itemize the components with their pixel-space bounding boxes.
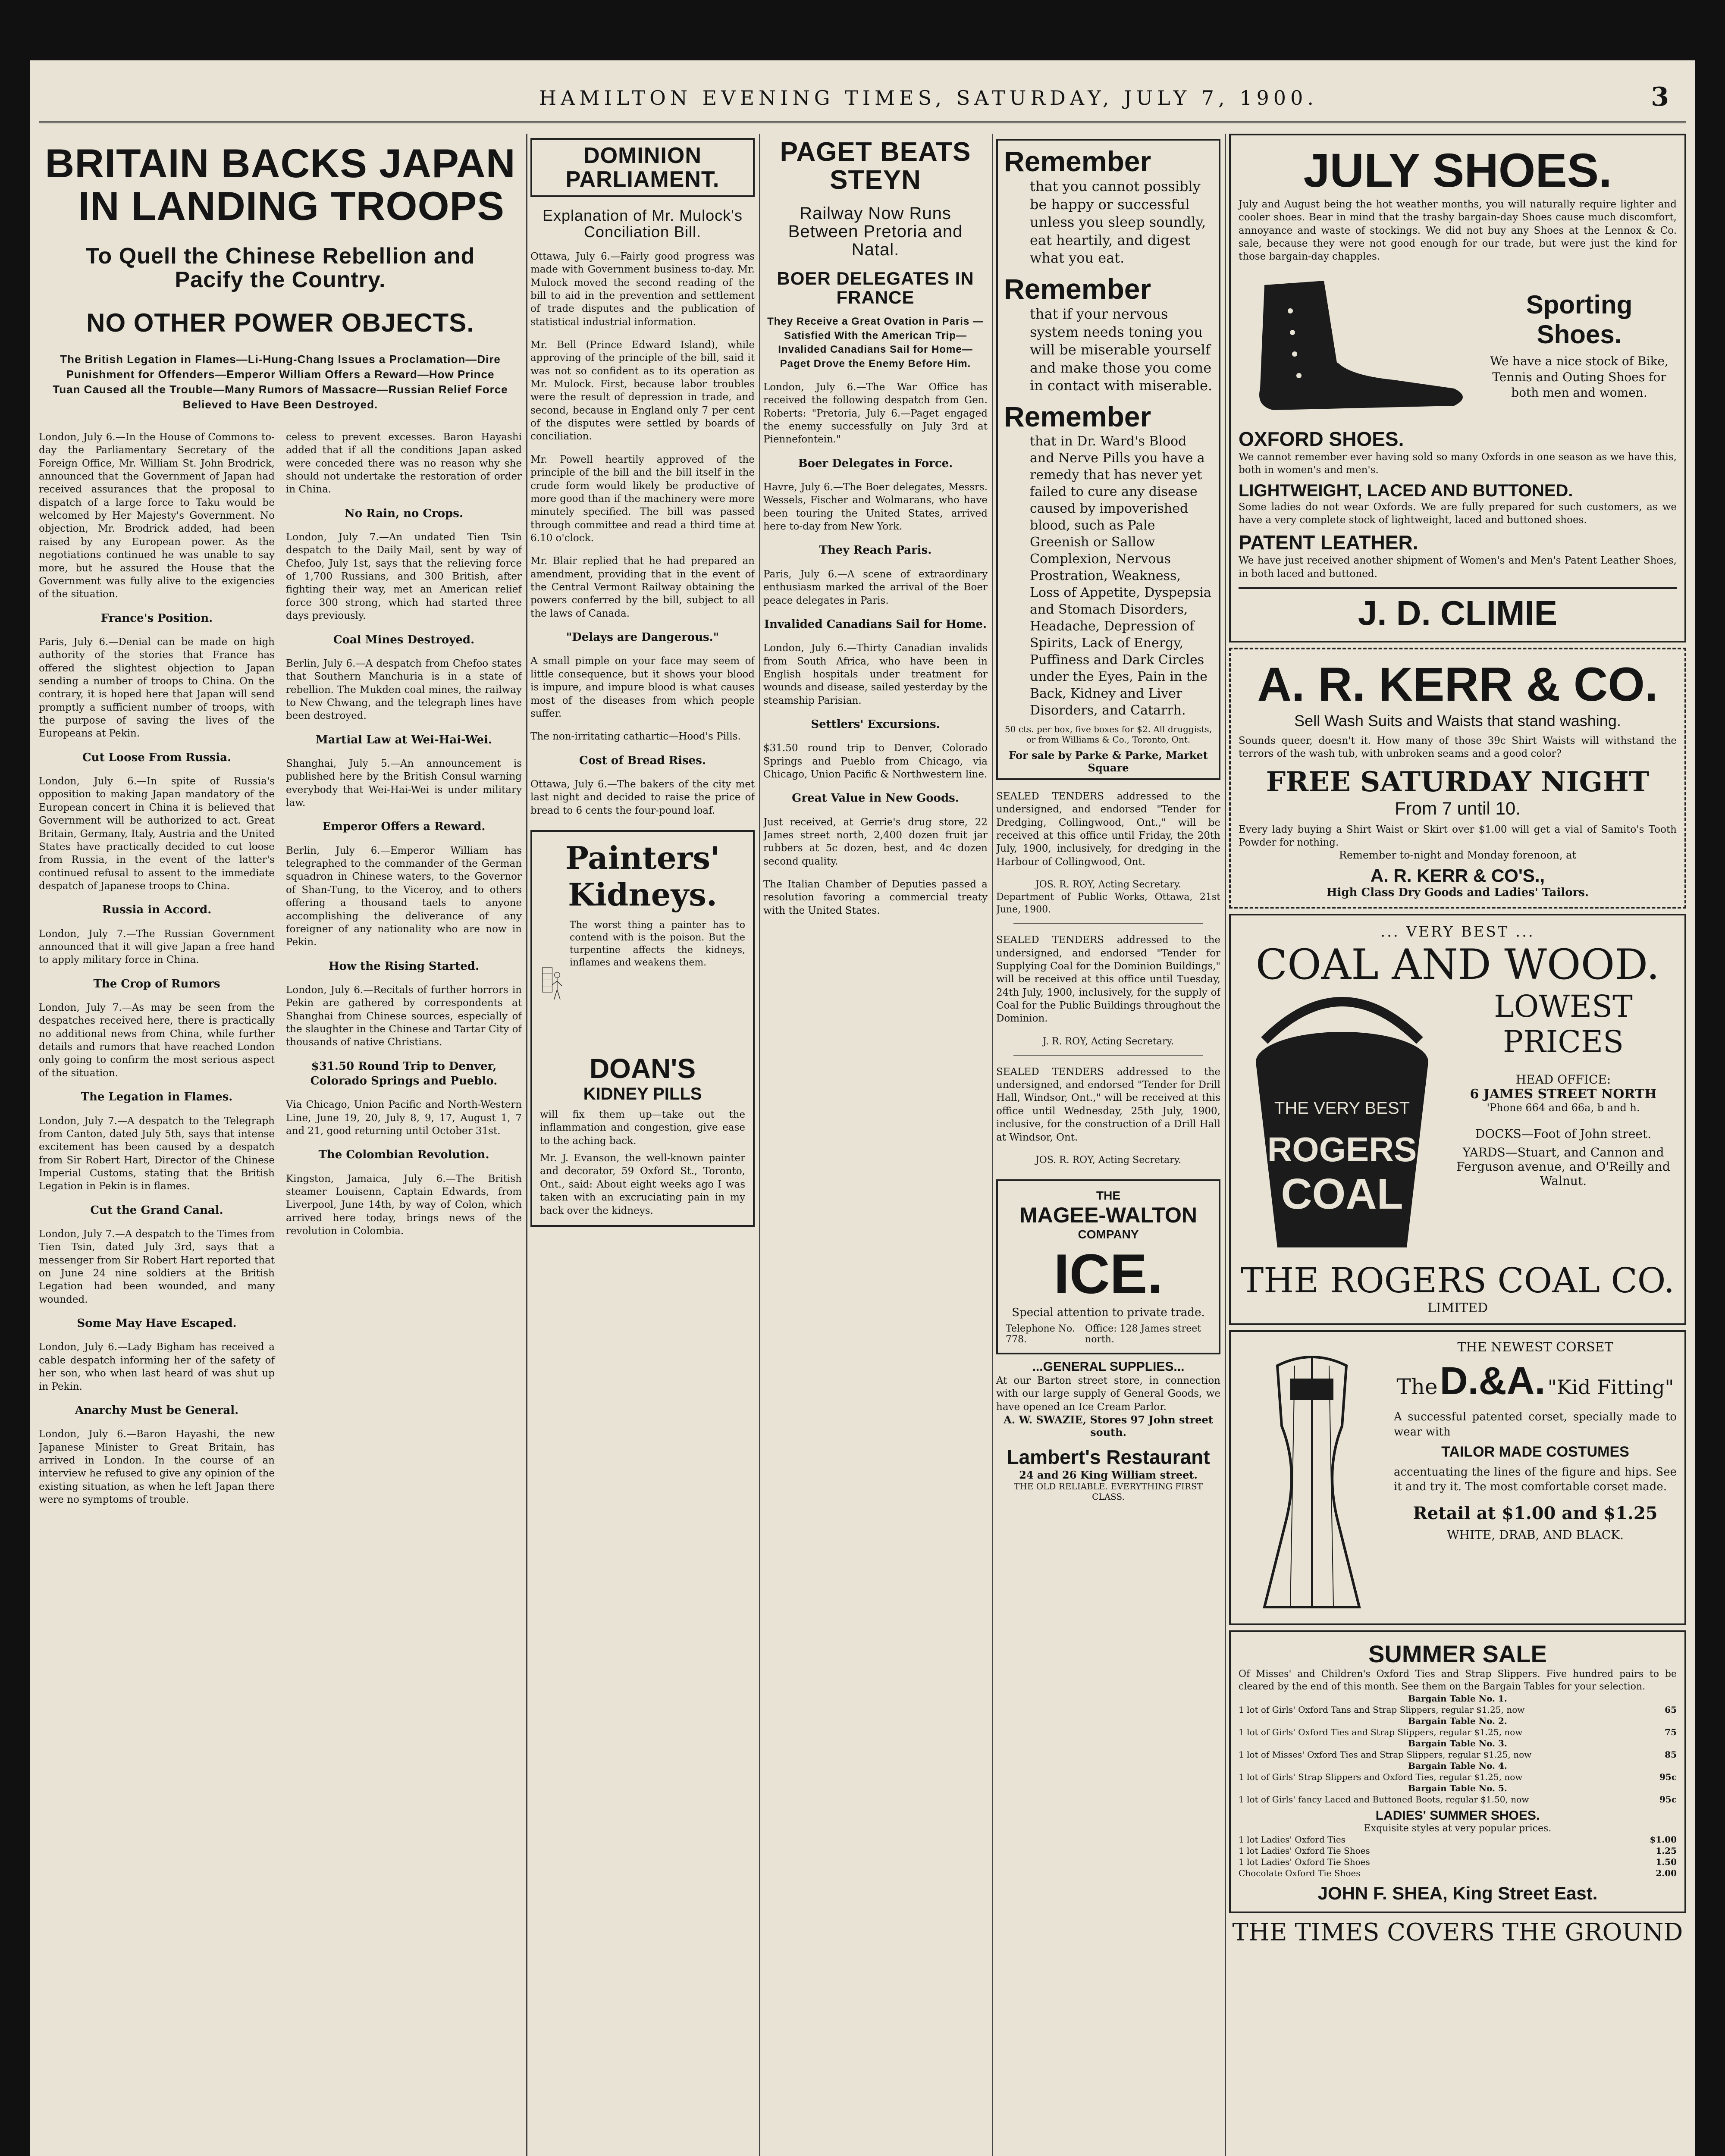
ad-price: 50 cts. per box, five boxes for $2. All druggists, or from Williams & Co., Toronto, Ont. xyxy=(1004,724,1212,745)
corset-icon xyxy=(1239,1340,1385,1616)
ad-text: THE OLD RELIABLE. EVERYTHING FIRST CLASS. xyxy=(1013,1481,1203,1502)
ad-title: Painters' Kidneys. xyxy=(565,839,720,913)
paragraph: London, July 7.—An undated Tien Tsin despatch to the Daily Mail, sent by way of Chefoo, July 1st, says that the relieving force of 1,700 Russians, and 300 British, after fighting their way, met an American relief force 300 strong, which had started three days previously. xyxy=(286,532,522,622)
section-heading: France's Position. xyxy=(100,611,213,625)
section-heading: They Reach Paris. xyxy=(819,544,932,557)
ad-text: Sounds queer, doesn't it. How many of those 39c Shirt Waists will withstand the terrors of the wash tub, with unbroken seams and a good color? xyxy=(1239,735,1677,760)
sale-item-price: 1.25 xyxy=(1656,1846,1677,1856)
paragraph: SEALED TENDERS addressed to the undersigned, and endorsed "Tender for Drill Hall, Windsor, Ont.," will be received at this office until Wednesday, 25th July, 1900, inclusive, for the construction of a Drill Hall at Windsor, Ont. xyxy=(996,1066,1220,1143)
tender-notice xyxy=(996,1065,1220,1166)
da-corset-ad xyxy=(1229,1330,1686,1625)
ad-highlight: FREE SATURDAY NIGHT xyxy=(1266,765,1650,798)
ad-subtitle: PATENT LEATHER. xyxy=(1239,531,1418,554)
headline: BRITAIN BACKS JAPAN xyxy=(45,141,516,186)
sale-item-price: $1.00 xyxy=(1650,1834,1677,1845)
ad-text: Mr. J. Evanson, the well-known painter and decorator, 59 Oxford St., Toronto, Ont., said: About eight weeks ago I was taken with an excruciating pain in my back over the kidneys. xyxy=(540,1153,745,1216)
column-rule xyxy=(1225,134,1226,2156)
signer: JOS. R. ROY, Acting Secretary. xyxy=(1035,879,1182,890)
ad-title: A. R. KERR & CO. xyxy=(1257,658,1658,711)
section-heading: The Colombian Revolution. xyxy=(318,1148,489,1162)
paragraph: Shanghai, July 5.—An announcement is published here by the British Consul warning everybody that Wei-Hai-Wei is under military law. xyxy=(286,758,522,809)
section-heading: Great Value in New Goods. xyxy=(792,792,959,805)
sale-item-label: 1 lot Ladies' Oxford Tie Shoes xyxy=(1239,1857,1370,1868)
section-heading: Cut Loose From Russia. xyxy=(82,751,232,764)
ad-price: Retail at $1.00 and $1.25 xyxy=(1413,1503,1658,1523)
paragraph: Berlin, July 6.—Emperor William has telegraphed to the commander of the German squadron in Chinese waters, to the Governor of Shan-Tung, to the Viceroy, and to others offering a thousand taels to anyone accomplishing the deliverance of any foreigner of any nationality who are now in Pekin. xyxy=(286,845,522,948)
advertiser-name: THE ROGERS COAL CO. xyxy=(1240,1260,1675,1301)
section-heading: The Legation in Flames. xyxy=(81,1091,233,1104)
sale-item xyxy=(1239,1738,1677,1749)
headline: DOMINION PARLIAMENT. xyxy=(530,138,755,197)
advertiser-name: J. D. CLIMIE xyxy=(1239,587,1677,633)
ad-subtitle: LIGHTWEIGHT, LACED AND BUTTONED. xyxy=(1239,481,1573,500)
section-heading: Some May Have Escaped. xyxy=(77,1317,237,1330)
ad-text: The xyxy=(1396,1374,1438,1400)
paragraph: London, July 6.—Baron Hayashi, the new Japanese Minister to Great Britain, has arrived in London. In the course of an interview he refused to give any opinion of the existing situation, as when he left Japan there were no symptoms of trouble. xyxy=(39,1429,275,1505)
basket-label: ROGERS xyxy=(1267,1130,1417,1169)
column-rule xyxy=(759,134,760,2156)
paragraph: Paris, July 6.—A scene of extraordinary enthusiasm marked the arrival of the Boer peace delegates in Paris. xyxy=(763,568,988,606)
ad-text: YARDS—Stuart, and Cannon and Ferguson avenue, and O'Reilly and Walnut. xyxy=(1456,1145,1670,1188)
ad-text: ... VERY BEST ... xyxy=(1380,923,1535,941)
paragraph: London, July 6.—In spite of Russia's opposition to making Japan mandatory of the European concert in China it is believed that Government will be authorized to act. Great Britain, Germany, Italy, Austria and the United States have practically decided to cut loose from Russia, in the event of the latter's continued refusal to assent to the immediate despatch of Japanese troops to China. xyxy=(39,776,275,892)
section-heading: Cost of Bread Rises. xyxy=(579,754,706,767)
ad-text: THE NEWEST CORSET xyxy=(1457,1340,1613,1355)
ad-title: Remember xyxy=(1004,145,1151,177)
deck: To Quell the Chinese Rebellion and Pacify the Country. xyxy=(85,244,475,292)
ad-subtitle: OXFORD SHOES. xyxy=(1239,427,1404,450)
ad-hours: From 7 until 10. xyxy=(1395,798,1521,818)
ad-title: Remember xyxy=(1004,400,1151,432)
sale-item-price: 1.50 xyxy=(1656,1857,1677,1868)
paragraph: London, July 6.—In the House of Commons to-day the Parliamentary Secretary of the Foreign Office, Mr. William St. John Brodrick, announced that the Government of Japan had received assurances that the proposal to dispatch of a large force to Taku would be welcomed by Her Majesty's Government. No objection, Mr. Brodrick added, had been raised by any European power. As the negotiations continued he was unable to say more, but he assured the House that the Government was fully alive to the exigencies of the situation. xyxy=(39,431,275,600)
sale-item xyxy=(1239,1760,1677,1771)
section-heading: "Delays are Dangerous." xyxy=(566,631,719,644)
sale-item-label: 1 lot of Girls' Strap Slippers and Oxford Ties, regular $1.25, now xyxy=(1239,1772,1523,1783)
times-slogan: THE TIMES COVERS THE GROUND xyxy=(1232,1918,1683,1947)
column-retail-ads xyxy=(1229,134,1686,1946)
advertiser-name: JOHN F. SHEA, King Street East. xyxy=(1317,1883,1598,1904)
ad-text: DOCKS—Foot of John street. xyxy=(1475,1127,1652,1141)
basket-label: THE VERY BEST xyxy=(1274,1099,1410,1118)
section-heading: How the Rising Started. xyxy=(328,959,480,973)
ad-address: 6 JAMES STREET NORTH xyxy=(1470,1087,1657,1102)
ad-subtitle: Sell Wash Suits and Waists that stand washing. xyxy=(1294,711,1621,730)
article-britain-backs-japan xyxy=(39,134,522,1516)
ad-text: A successful patented corset, specially made to wear with xyxy=(1394,1410,1677,1438)
paragraph: London, July 6.—Thirty Canadian invalids from South Africa, who have been in English hospitals under treatment for wounds and disease, sailed yesterday by the steamship Parisian. xyxy=(763,642,988,706)
ad-text: WHITE, DRAB, AND BLACK. xyxy=(1446,1527,1624,1542)
ad-seller: For sale by Parke & Parke, Market Square xyxy=(1009,749,1208,774)
section-heading: Martial Law at Wei-Hai-Wei. xyxy=(316,733,492,746)
section-heading: Cut the Grand Canal. xyxy=(90,1203,223,1217)
article-paget-beats-steyn xyxy=(763,134,988,927)
article-dominion-parliament xyxy=(530,134,755,1232)
page-number: 3 xyxy=(1651,82,1669,112)
section-heading: Emperor Offers a Reward. xyxy=(322,820,486,834)
sale-item-price: 65 xyxy=(1665,1705,1677,1715)
ad-title: ...GENERAL SUPPLIES... xyxy=(1032,1359,1185,1374)
sale-item xyxy=(1239,1727,1677,1738)
ad-text: that if your nervous system needs toning you will be miserable yourself and make those you come in contact with miserable. xyxy=(1030,305,1213,394)
ad-title: MAGEE-WALTON xyxy=(1019,1203,1197,1227)
column-ads-tenders xyxy=(996,134,1220,1502)
sale-item-label: 1 lot of Misses' Oxford Ties and Strap Slippers, regular $1.25, now xyxy=(1239,1749,1532,1760)
paragraph: SEALED TENDERS addressed to the undersigned, and endorsed "Tender for Supplying Coal for the Dominion Buildings," will be received at this office until Tuesday, 24th July, 1900, inclusively, for the supply of Coal for the Public Buildings throughout the Dominion. xyxy=(996,934,1220,1025)
sale-item xyxy=(1239,1783,1677,1794)
divider xyxy=(1013,923,1203,924)
ad-text: We have just received another shipment of Women's and Men's Patent Leather Shoes, in both laced and buttoned. xyxy=(1239,555,1677,580)
summary: They Receive a Great Ovation in Paris — Satisfied With the American Trip—Invalided Canadians Sail for Home—Paget Drove the Enemy Before Him. xyxy=(767,316,984,370)
ad-title: COAL AND WOOD. xyxy=(1255,940,1660,989)
ad-phone: Telephone No. 778. xyxy=(1006,1323,1075,1345)
paragraph: London, July 7.—The Russian Government announced that it will give Japan a free hand to apply military force in China. xyxy=(39,928,275,966)
sale-item xyxy=(1239,1771,1677,1783)
paragraph: Mr. Bell (Prince Edward Island), while approving of the principle of the bill, said it was not so confident as to its operation as Mr. Mulock. First, because labor troubles were the result of depression in trade, and second, because in England only 7 per cent of the disputes were settled by boards of conciliation. xyxy=(530,339,755,442)
sale-item-label: 1 lot Ladies' Oxford Ties xyxy=(1239,1834,1346,1845)
july-shoes-ad xyxy=(1229,134,1686,642)
sale-item-label: Chocolate Oxford Tie Shoes xyxy=(1239,1868,1361,1879)
ad-text: COMPANY xyxy=(1078,1227,1139,1241)
sale-item-label: 1 lot of Girls' Oxford Ties and Strap Slippers, regular $1.25, now xyxy=(1239,1727,1523,1738)
paragraph: Mr. Blair replied that he had prepared an amendment, providing that in the event of the Central Vermont Railway obtaining the powers conferred by the bill, subject to all the laws of Canada. xyxy=(530,555,755,619)
sale-item-price: 75 xyxy=(1665,1727,1677,1738)
ad-title: Lambert's Restaurant xyxy=(1007,1446,1210,1468)
dr-wards-pills-ad xyxy=(996,139,1220,780)
sale-item xyxy=(1239,1693,1677,1704)
painter-illustration-icon xyxy=(540,919,565,1048)
coal-basket-icon xyxy=(1239,989,1446,1256)
doans-pills-ad xyxy=(530,830,755,1227)
paragraph: $31.50 round trip to Denver, Colorado Springs and Pueblo from Chicago, via Chicago, Union Pacific & Northwestern line. xyxy=(763,743,988,780)
ad-title: Sporting Shoes. xyxy=(1526,290,1633,349)
headline: PAGET BEATS STEYN xyxy=(780,137,971,195)
paragraph: Berlin, July 6.—A despatch from Chefoo states that Southern Manchuria is in a state of rebellion. The Mukden coal mines, the railway to New Chwang, and the telegraph lines have been destroyed. xyxy=(286,658,522,722)
department: Department of Public Works, Ottawa, 21st June, 1900. xyxy=(996,892,1220,915)
sale-item-label: Bargain Table No. 5. xyxy=(1408,1783,1507,1794)
ad-text: Remember to-night and Monday forenoon, at xyxy=(1339,849,1577,862)
paragraph: London, July 6.—The War Office has received the following despatch from Gen. Roberts: "Pretoria, July 6.—Paget engaged the enemy successfully on July 3rd at Piennefontein." xyxy=(763,381,988,445)
section-heading: Coal Mines Destroyed. xyxy=(333,633,475,646)
sale-item xyxy=(1239,1834,1677,1845)
basket-label: COAL xyxy=(1281,1170,1403,1219)
ad-text: Of Misses' and Children's Oxford Ties and Strap Slippers. Five hundred pairs to be cleared by the end of this month. See them on the Bargain Tables for your selection. xyxy=(1239,1669,1677,1692)
paragraph: SEALED TENDERS addressed to the undersigned, and endorsed "Tender for Dredging, Collingwood, Ont.," will be received at this office until Friday, the 20th July, 1900, inclusively, for dredging in the Harbour of Collingwood, Ont. xyxy=(996,790,1220,868)
paragraph: London, July 7.—As may be seen from the despatches received here, there is practically no additional news from China, while further details and rumors that have reached London only going to confirm the most serious aspect of the situation. xyxy=(39,1002,275,1079)
ad-title: JULY SHOES. xyxy=(1303,144,1612,197)
ad-brand: DOAN'S xyxy=(589,1053,696,1084)
deck: Explanation of Mr. Mulock's Conciliation Bill. xyxy=(542,207,743,241)
paragraph: London, July 6.—Lady Bigham has received a cable despatch informing her of the safety of her son, who when last heard of was shut up in Pekin. xyxy=(39,1341,275,1392)
sale-item xyxy=(1239,1794,1677,1805)
paragraph: Mr. Powell heartily approved of the principle of the bill and the bill itself in the crude form would likely be productive of more good than if the machinery were more minutely specified. The bill was passed through committee and read a third time at 6.10 o'clock. xyxy=(530,454,755,544)
deck: Railway Now Runs Between Pretoria and Natal. xyxy=(788,204,963,260)
signer: JOS. R. ROY, Acting Secretary. xyxy=(1035,1154,1182,1166)
newspaper-page xyxy=(30,60,1695,2156)
sale-item-price: 95c xyxy=(1659,1794,1677,1805)
section-heading: Boer Delegates in Force. xyxy=(798,457,953,470)
paragraph: London, July 7.—A despatch to the Telegraph from Canton, dated July 5th, says that intense excitement has been caused by a despatch from Sir Robert Hart, Director of the Chinese Imperial Customs, stating that the British Legation in Pekin is in flames. xyxy=(39,1115,275,1192)
paragraph: celess to prevent excesses. Baron Hayashi added that if all the conditions Japan asked were conceded there was no reason why she should not undertake the restoration of order in China. xyxy=(286,431,522,495)
sale-item xyxy=(1239,1868,1677,1879)
section-heading: Russia in Accord. xyxy=(102,903,212,917)
ad-text: Special attention to private trade. xyxy=(1012,1306,1205,1319)
masthead-title: HAMILTON EVENING TIMES, SATURDAY, JULY 7, 1900. xyxy=(539,86,1318,110)
ad-text: that you cannot possibly be happy or successful unless you sleep soundly, eat heartily, and digest what you eat. xyxy=(1030,178,1206,266)
ad-subtitle: "Kid Fitting" xyxy=(1547,1376,1674,1399)
sale-item-price: 2.00 xyxy=(1656,1868,1677,1879)
paragraph: London, July 7.—A despatch to the Times from Tien Tsin, dated July 3rd, says that a messenger from Sir Robert Hart reported that on June 24 nine soldiers at the British Legation had been wounded, and many wounded. xyxy=(39,1228,275,1305)
ad-title: D.&A. xyxy=(1440,1360,1546,1403)
shoe-icon xyxy=(1239,268,1480,423)
paragraph: Just received, at Gerrie's drug store, 22 James street north, 2,400 dozen fruit jar rubbers at 5c dozen, best, and 4c dozen second quality. xyxy=(763,816,988,867)
paragraph: The Italian Chamber of Deputies passed a resolution favoring a commercial treaty with the United States. xyxy=(763,879,988,916)
sale-item xyxy=(1239,1715,1677,1727)
subhead: BOER DELEGATES IN FRANCE xyxy=(777,268,974,308)
section-heading: No Rain, no Crops. xyxy=(345,507,463,520)
ad-text: THE xyxy=(1096,1188,1120,1202)
sale-item-label: 1 lot of Girls' Oxford Tans and Strap Slippers, regular $1.25, now xyxy=(1239,1705,1525,1715)
ad-title: PRICES xyxy=(1502,1024,1624,1060)
paragraph: Havre, July 6.—The Boer delegates, Messrs. Wessels, Fischer and Wolmarans, who have been touring the United States, arrived here to-day from New York. xyxy=(763,482,988,533)
sale-item-label: 1 lot of Girls' fancy Laced and Buttoned Boots, regular $1.50, now xyxy=(1239,1794,1529,1805)
ad-text: that in Dr. Ward's Blood and Nerve Pills you have a remedy that has never yet failed to cure any disease caused by impoverished blood, such as Pale Greenish or Sallow Complexion, Nervous Prostration, Weakness, Loss of Appetite, Dyspepsia and Stomach Disorders, Headache, Depression of Spirits, Lack of Energy, Puffiness and Dark Circles under the Eyes, Pain in the Back, Kidney and Liver Disorders, and Catarrh. xyxy=(1030,433,1211,718)
sale-list xyxy=(1239,1693,1677,1805)
ad-text: At our Barton street store, in connection with our large supply of General Goods, we have opened an Ice Cream Parlor. xyxy=(996,1375,1220,1413)
paragraph: Kingston, Jamaica, July 6.—The British steamer Louisenn, Captain Edwards, from Liverpool, June 14th, by way of Colon, which arrived here today, brings news of the revolution in Colombia. xyxy=(286,1173,522,1237)
ad-text: accentuating the lines of the figure and hips. See it and try it. The most comfortable corset made. xyxy=(1394,1466,1677,1494)
ad-text: A. W. SWAZIE, Stores 97 John street south. xyxy=(1004,1413,1213,1438)
sale-item xyxy=(1239,1749,1677,1760)
ad-title: ICE. xyxy=(1054,1242,1163,1305)
ad-subtitle: LADIES' SUMMER SHOES. xyxy=(1375,1808,1540,1823)
section-heading: The Crop of Rumors xyxy=(93,977,220,990)
ad-address: 24 and 26 King William street. xyxy=(1019,1469,1198,1481)
sale-item xyxy=(1239,1704,1677,1715)
summary: The British Legation in Flames—Li-Hung-Chang Issues a Proclamation—Dire Punishment for Offenders—Emperor William Offers a Reward—How Prince Tuan Caused all the Trouble—Many Rumors of Massacre—Russian Relief Force Believed to Have Been Destroyed. xyxy=(53,352,508,411)
kerr-co-ad xyxy=(1229,648,1686,909)
ad-text: We have a nice stock of Bike, Tennis and Outing Shoes for both men and women. xyxy=(1490,354,1669,400)
ad-text: Every lady buying a Shirt Waist or Skirt over $1.00 will get a vial of Samito's Tooth Powder for nothing. xyxy=(1239,824,1677,849)
paragraph: Via Chicago, Union Pacific and North-Western Line, June 19, 20, July 8, 9, 17, August 1, 7 and 21, good returning until October 31st. xyxy=(286,1099,522,1137)
ad-title: Remember xyxy=(1004,273,1151,305)
sale-item-label: Bargain Table No. 4. xyxy=(1408,1761,1507,1771)
ad-address: Office: 128 James street north. xyxy=(1085,1323,1201,1345)
ad-phone: 'Phone 664 and 66a, b and h. xyxy=(1487,1102,1640,1114)
paragraph: Paris, July 6.—Denial can be made on high authority of the stories that France has offered the slightest objection to Japan sending a number of troops to China. On the contrary, it is hoped here that Japan will send promptly a sufficient number of troops, with the purpose of saving the lives of the Europeans at Pekin. xyxy=(39,636,275,740)
ad-title: SUMMER SALE xyxy=(1368,1640,1547,1668)
sale-item-price: 85 xyxy=(1665,1749,1677,1760)
rogers-coal-ad xyxy=(1229,914,1686,1325)
tender-notice xyxy=(996,934,1220,1048)
sale-item-label: Bargain Table No. 1. xyxy=(1408,1693,1507,1704)
ad-text: will fix them up—take out the inflammation and congestion, give ease to the aching back. xyxy=(540,1109,745,1147)
sale-item xyxy=(1239,1856,1677,1868)
sale-item-label: Bargain Table No. 2. xyxy=(1408,1716,1507,1727)
ad-text: The worst thing a painter has to contend with is the poison. But the turpentine affects the kidneys, inflames and weakens them. xyxy=(569,919,745,968)
ad-text: July and August being the hot weather months, you will naturally require lighter and cooler shoes. Bear in mind that the trashy bargain-day Shoes cause much discomfort, annoyance and waste of stockings. We did not buy any Shoes at the Lennox & Co. sale, because they were not good enough for our trade, but were just the kind for those bargain-day chapples. xyxy=(1239,199,1677,263)
ad-tagline: High Class Dry Goods and Ladies' Tailors. xyxy=(1326,886,1589,899)
signer: J. R. ROY, Acting Secretary. xyxy=(1042,1036,1174,1047)
ad-text: HEAD OFFICE: xyxy=(1515,1072,1611,1087)
sale-item-price: 95c xyxy=(1659,1772,1677,1783)
section-heading: $31.50 Round Trip to Denver, Colorado Springs and Pueblo. xyxy=(310,1059,498,1088)
ad-title: LOWEST xyxy=(1494,989,1633,1025)
ad-text: Exquisite styles at very popular prices. xyxy=(1364,1823,1552,1834)
sale-item-label: 1 lot Ladies' Oxford Tie Shoes xyxy=(1239,1846,1370,1856)
paragraph: The non-irritating cathartic—Hood's Pills. xyxy=(530,731,741,743)
magee-walton-ice-ad xyxy=(996,1179,1220,1354)
ad-text: Some ladies do not wear Oxfords. We are fully prepared for such customers, as we have a very complete stock of lightweight, laced and buttoned shoes. xyxy=(1239,501,1677,526)
paragraph: A small pimple on your face may seem of little consequence, but it shows your blood is impure, and impure blood is what causes most of the diseases from which people suffer. xyxy=(530,655,755,719)
tender-notice xyxy=(996,790,1220,916)
masthead-rule xyxy=(39,121,1686,123)
summer-sale-ad xyxy=(1229,1630,1686,1913)
masthead xyxy=(30,78,1695,125)
paragraph: London, July 6.—Recitals of further horrors in Pekin are gathered by correspondents at Shanghai from Chinese sources, especially of the slaughter in the Chinese and Tartar City of thousands of native Christians. xyxy=(286,984,522,1048)
ad-brand-sub: KIDNEY PILLS xyxy=(583,1084,702,1103)
sale-list xyxy=(1239,1834,1677,1879)
paragraph: Ottawa, July 6.—Fairly good progress was made with Government business to-day. Mr. Mulock moved the second reading of the bill to aid in the prevention and settlement of trade disputes and the publication of statistical industrial information. xyxy=(530,251,755,328)
section-heading: Invalided Canadians Sail for Home. xyxy=(764,617,987,631)
divider xyxy=(1013,1055,1203,1056)
section-heading: Anarchy Must be General. xyxy=(75,1404,239,1417)
headline: IN LANDING TROOPS xyxy=(78,183,505,229)
advertiser-suffix: LIMITED xyxy=(1427,1300,1488,1316)
advertiser-name: A. R. KERR & CO'S., xyxy=(1370,865,1545,886)
ad-highlight: TAILOR MADE COSTUMES xyxy=(1441,1444,1629,1460)
sale-item xyxy=(1239,1845,1677,1856)
column-rule xyxy=(992,134,993,2156)
subhead: NO OTHER POWER OBJECTS. xyxy=(86,308,474,337)
sale-item-label: Bargain Table No. 3. xyxy=(1408,1738,1507,1749)
section-heading: Settlers' Excursions. xyxy=(811,718,940,731)
paragraph: Ottawa, July 6.—The bakers of the city met last night and decided to raise the price of bread to 6 cents the four-pound loaf. xyxy=(530,778,755,816)
ad-text: We cannot remember ever having sold so many Oxfords in one season as we have this, both in women's and men's. xyxy=(1239,451,1677,476)
column-rule xyxy=(526,134,527,2156)
